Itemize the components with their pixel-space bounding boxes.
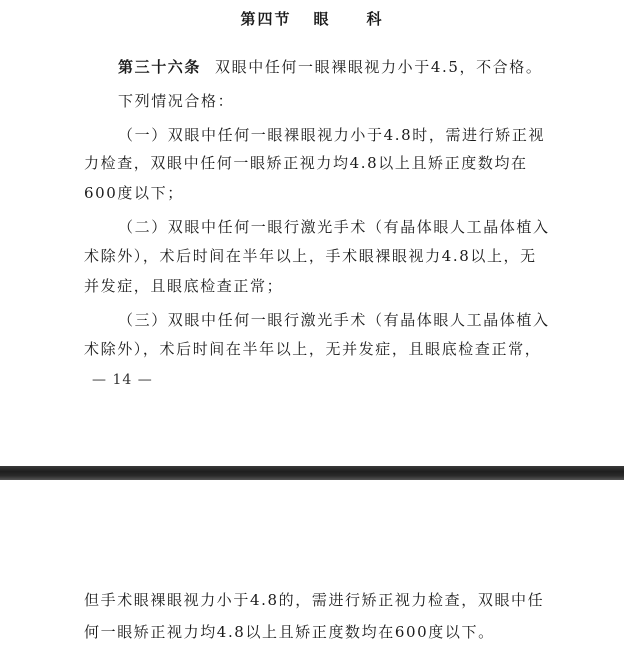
continuation-line-1: 但手术眼裸眼视力小于4.8的，需进行矫正视力检查，双眼中任 (84, 591, 545, 609)
item-1-line-3: 600度以下； (84, 184, 184, 202)
continuation-line-2: 何一眼矫正视力均4.8以上且矫正度数均在600度以下。 (84, 623, 495, 641)
document-page-bottom (0, 480, 624, 649)
section-title-number: 第四节 (240, 10, 292, 28)
item-1-line-1: （一）双眼中任何一眼裸眼视力小于4.8时，需进行矫正视 (118, 126, 546, 144)
section-title-char-2: 科 (366, 10, 384, 28)
item-3-line-1: （三）双眼中任何一眼行激光手术（有晶体眼人工晶体植入 (118, 311, 550, 329)
page-number: — 14 — (92, 372, 153, 388)
article-36 (118, 57, 542, 77)
item-1-line-2: 力检查，双眼中任何一眼矫正视力均4.8以上且矫正度数均在 (84, 154, 528, 172)
article-text: 双眼中任何一眼裸眼视力小于4.5，不合格。 (215, 58, 543, 76)
section-title-char-1: 眼 (313, 10, 331, 28)
article-label: 第三十六条 (118, 58, 202, 76)
section-title (0, 8, 624, 29)
item-2-line-2: 术除外），术后时间在半年以上，手术眼裸眼视力4.8以上，无 (84, 247, 537, 265)
intro-line: 下列情况合格： (118, 92, 235, 110)
item-2-line-3: 并发症，且眼底检查正常； (84, 277, 284, 295)
item-3-line-2: 术除外），术后时间在半年以上，无并发症，且眼底检查正常， (84, 340, 542, 358)
item-2-line-1: （二）双眼中任何一眼行激光手术（有晶体眼人工晶体植入 (118, 218, 550, 236)
page-divider (0, 466, 624, 480)
